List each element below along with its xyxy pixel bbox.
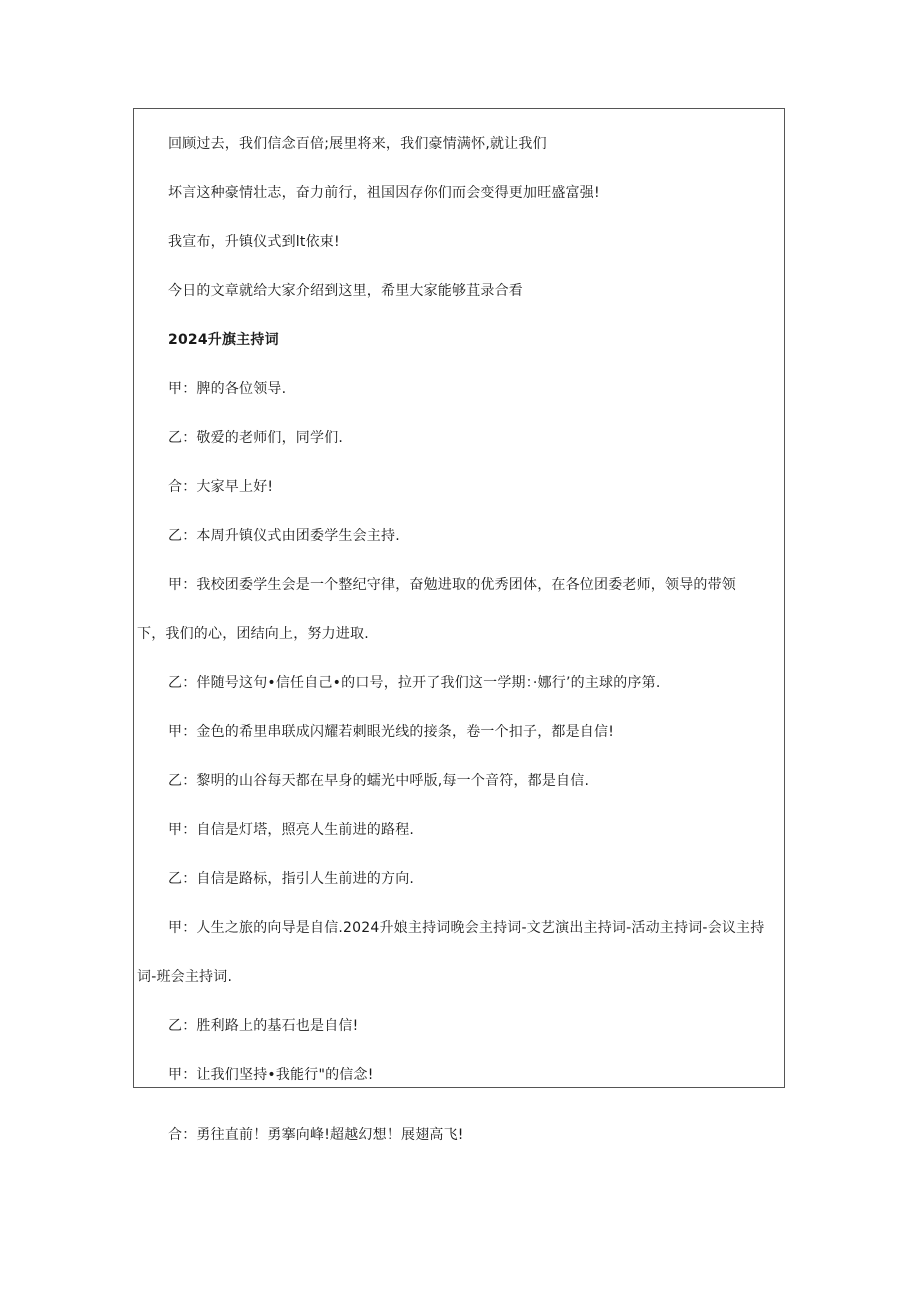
- paragraph-line: 乙：敬爱的老师们，同学们.: [168, 430, 344, 446]
- paragraph-line: 乙：伴随号这句•信任自己•的口号，拉开了我们这一学期：·娜行’的主球的序第.: [168, 675, 661, 691]
- paragraph-line: 今日的文章就给大家介绍到这里，希里大家能够苴录合看: [168, 283, 523, 299]
- paragraph-line: 乙：黎明的山谷每天都在早身的蠕光中呼版,每一个音符，都是自信.: [168, 773, 590, 789]
- paragraph-line: 合：大家早上好!: [168, 479, 274, 495]
- paragraph-line: 甲：脾的各位领导.: [168, 381, 287, 397]
- paragraph-line: 甲：人生之旅的向导是自信.2024升娘主持词晚会主持词-文艺演出主持词-活动主持词-会议主持: [168, 920, 765, 936]
- paragraph-line: 甲：我校团委学生会是一个整纪守律，奋勉进取的优秀团体，在各位团委老师，领导的带领: [168, 577, 736, 593]
- paragraph-line: 我宣布，升镇仪式到lt依束!: [168, 234, 340, 250]
- paragraph-line: 乙：胜利路上的基石也是自信!: [168, 1018, 359, 1034]
- paragraph-line: 甲：让我们坚持•我能行"的信念!: [168, 1067, 374, 1083]
- section-heading: 2024升旗主持词: [168, 332, 279, 348]
- paragraph-line: 甲：金色的希里串联成闪耀若刺眼光线的接条，卷一个扣子，都是自信!: [168, 724, 615, 740]
- paragraph-line: 词-班会主持词.: [137, 969, 233, 985]
- page-frame: [133, 108, 785, 1088]
- paragraph-line: 回顾过去，我们信念百倍;展里将来，我们豪情满怀,就让我们: [168, 136, 547, 152]
- paragraph-line: 坏言这种豪情壮志，奋力前行，祖国因存你们而会变得更加旺盛富强!: [168, 185, 600, 201]
- paragraph-line: 合：勇往直前！勇搴向峰!超越幻想！展翅高飞!: [168, 1127, 464, 1143]
- paragraph-line: 下，我们的心，团结向上，努力进取.: [137, 626, 369, 642]
- paragraph-line: 乙：自信是路标，指引人生前进的方向.: [168, 871, 415, 887]
- paragraph-line: 甲：自信是灯塔，照亮人生前进的路程.: [168, 822, 415, 838]
- paragraph-line: 乙：本周升镇仪式由团委学生会主持.: [168, 528, 400, 544]
